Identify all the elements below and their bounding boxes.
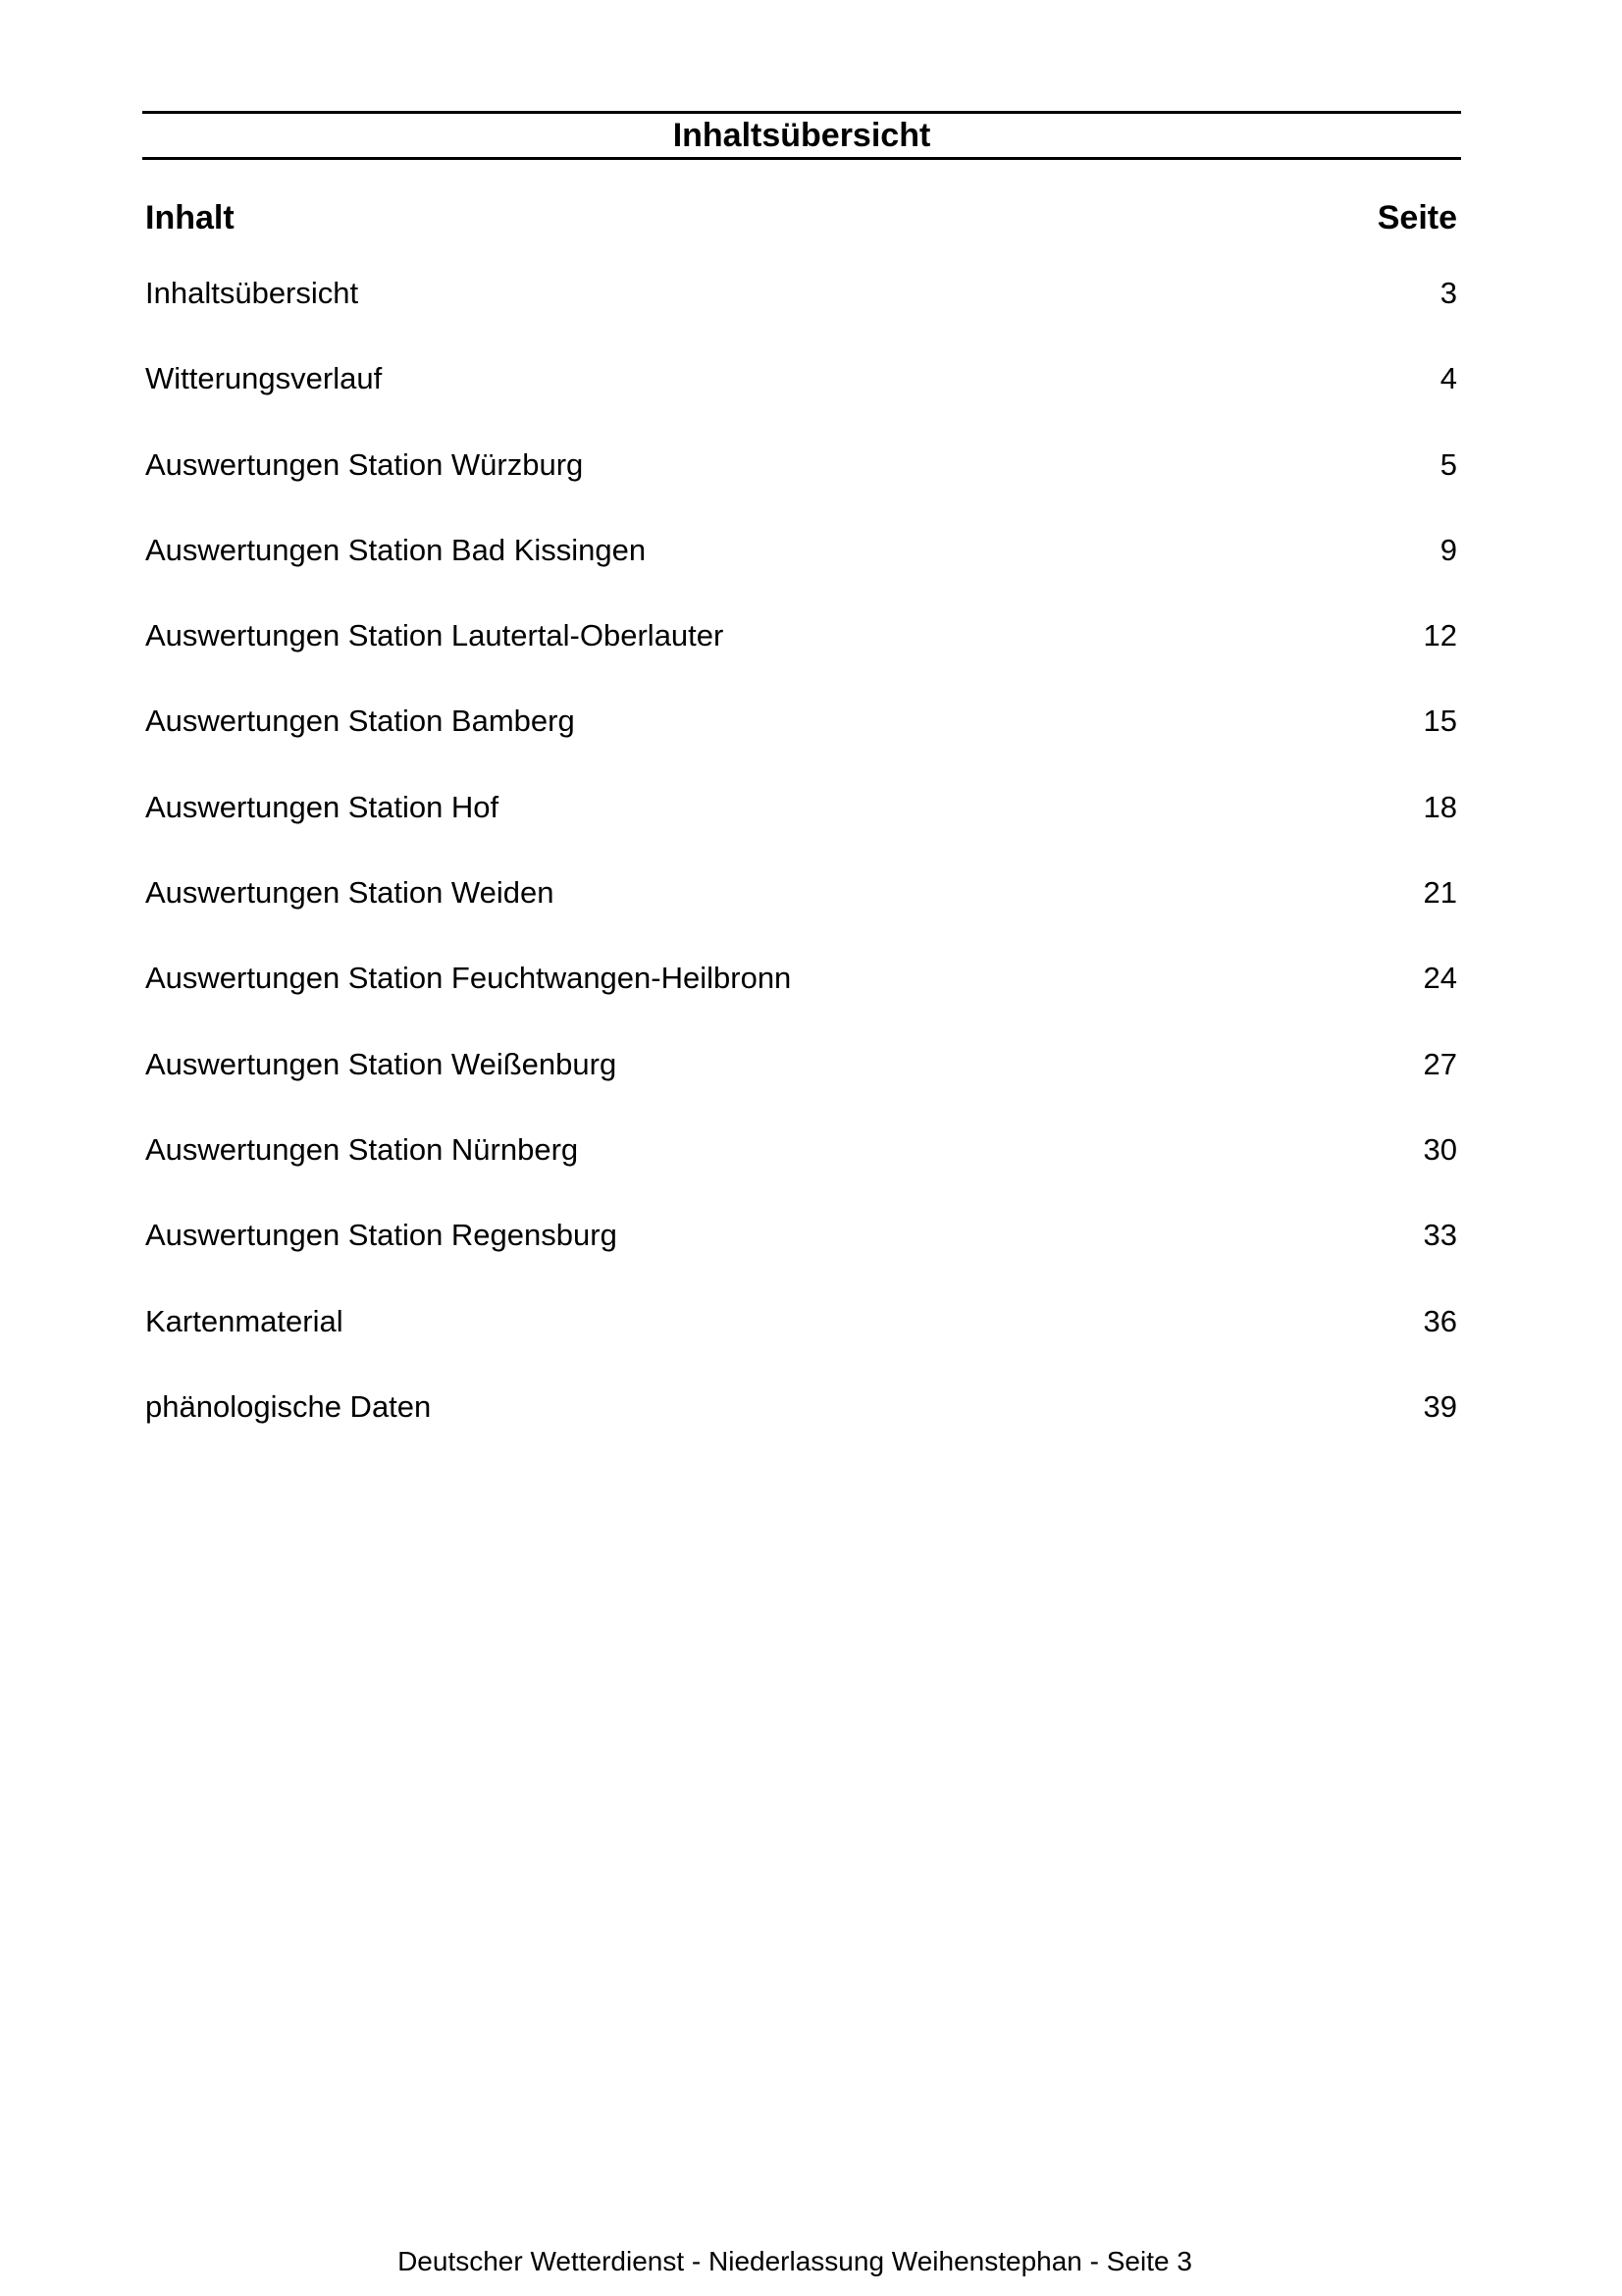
- toc-entry-label: Auswertungen Station Lautertal-Oberlauter: [145, 618, 724, 653]
- toc-entry-label: Auswertungen Station Feuchtwangen-Heilbronn: [145, 961, 792, 996]
- toc-entry-label: Auswertungen Station Hof: [145, 789, 499, 824]
- toc-entry[interactable]: [145, 1039, 1457, 1124]
- toc-entry-page: 21: [1423, 875, 1457, 911]
- toc-entry[interactable]: [145, 1382, 1457, 1467]
- page-title: Inhaltsübersicht: [672, 117, 931, 154]
- page-footer: Deutscher Wetterdienst - Niederlassung Weihenstephan - Seite 3: [397, 2246, 1192, 2276]
- toc-entry-label: Auswertungen Station Weißenburg: [145, 1046, 617, 1081]
- toc-entry-label: Auswertungen Station Weiden: [145, 875, 554, 911]
- toc-column-header: [145, 194, 1457, 241]
- toc-entry[interactable]: [145, 1124, 1457, 1210]
- toc-entry-page: 27: [1423, 1046, 1457, 1081]
- toc-entry-page: 39: [1423, 1388, 1457, 1424]
- toc-entry[interactable]: [145, 353, 1457, 439]
- toc-list: [145, 268, 1457, 1467]
- toc-entry-page: 33: [1423, 1218, 1457, 1253]
- toc-entry[interactable]: [145, 610, 1457, 696]
- toc-entry[interactable]: [145, 1210, 1457, 1295]
- toc-entry-label: Auswertungen Station Würzburg: [145, 446, 584, 482]
- toc-entry[interactable]: [145, 440, 1457, 525]
- toc-entry-page: 3: [1439, 276, 1457, 310]
- toc-entry-label: phänologische Daten: [145, 1388, 432, 1424]
- toc-entry[interactable]: [145, 696, 1457, 781]
- toc-entry-label: Inhaltsübersicht: [145, 276, 359, 310]
- toc-entry[interactable]: [145, 525, 1457, 610]
- toc-entry-label: Kartenmaterial: [145, 1303, 343, 1338]
- toc-entry-label: Auswertungen Station Regensburg: [145, 1218, 617, 1253]
- toc-entry-page: 4: [1439, 361, 1457, 396]
- toc-entry[interactable]: [145, 867, 1457, 953]
- toc-entry-page: 5: [1439, 446, 1457, 482]
- toc-entry-page: 12: [1423, 618, 1457, 653]
- toc-entry-page: 30: [1423, 1131, 1457, 1167]
- toc-entry-page: 18: [1423, 789, 1457, 824]
- toc-title-band: [142, 111, 1461, 160]
- toc-entry-page: 9: [1439, 532, 1457, 567]
- content-column-label: Inhalt: [145, 199, 235, 236]
- toc-entry-label: Witterungsverlauf: [145, 361, 383, 396]
- toc-entry[interactable]: [145, 1296, 1457, 1382]
- toc-entry-label: Auswertungen Station Bamberg: [145, 704, 575, 739]
- toc-entry-page: 15: [1423, 704, 1457, 739]
- toc-entry-label: Auswertungen Station Nürnberg: [145, 1131, 579, 1167]
- toc-entry-page: 24: [1423, 961, 1457, 996]
- toc-entry-page: 36: [1423, 1303, 1457, 1338]
- toc-entry[interactable]: [145, 953, 1457, 1038]
- toc-entry[interactable]: [145, 268, 1457, 353]
- toc-entry-label: Auswertungen Station Bad Kissingen: [145, 532, 647, 567]
- toc-entry[interactable]: [145, 782, 1457, 867]
- page-column-label: Seite: [1377, 199, 1457, 236]
